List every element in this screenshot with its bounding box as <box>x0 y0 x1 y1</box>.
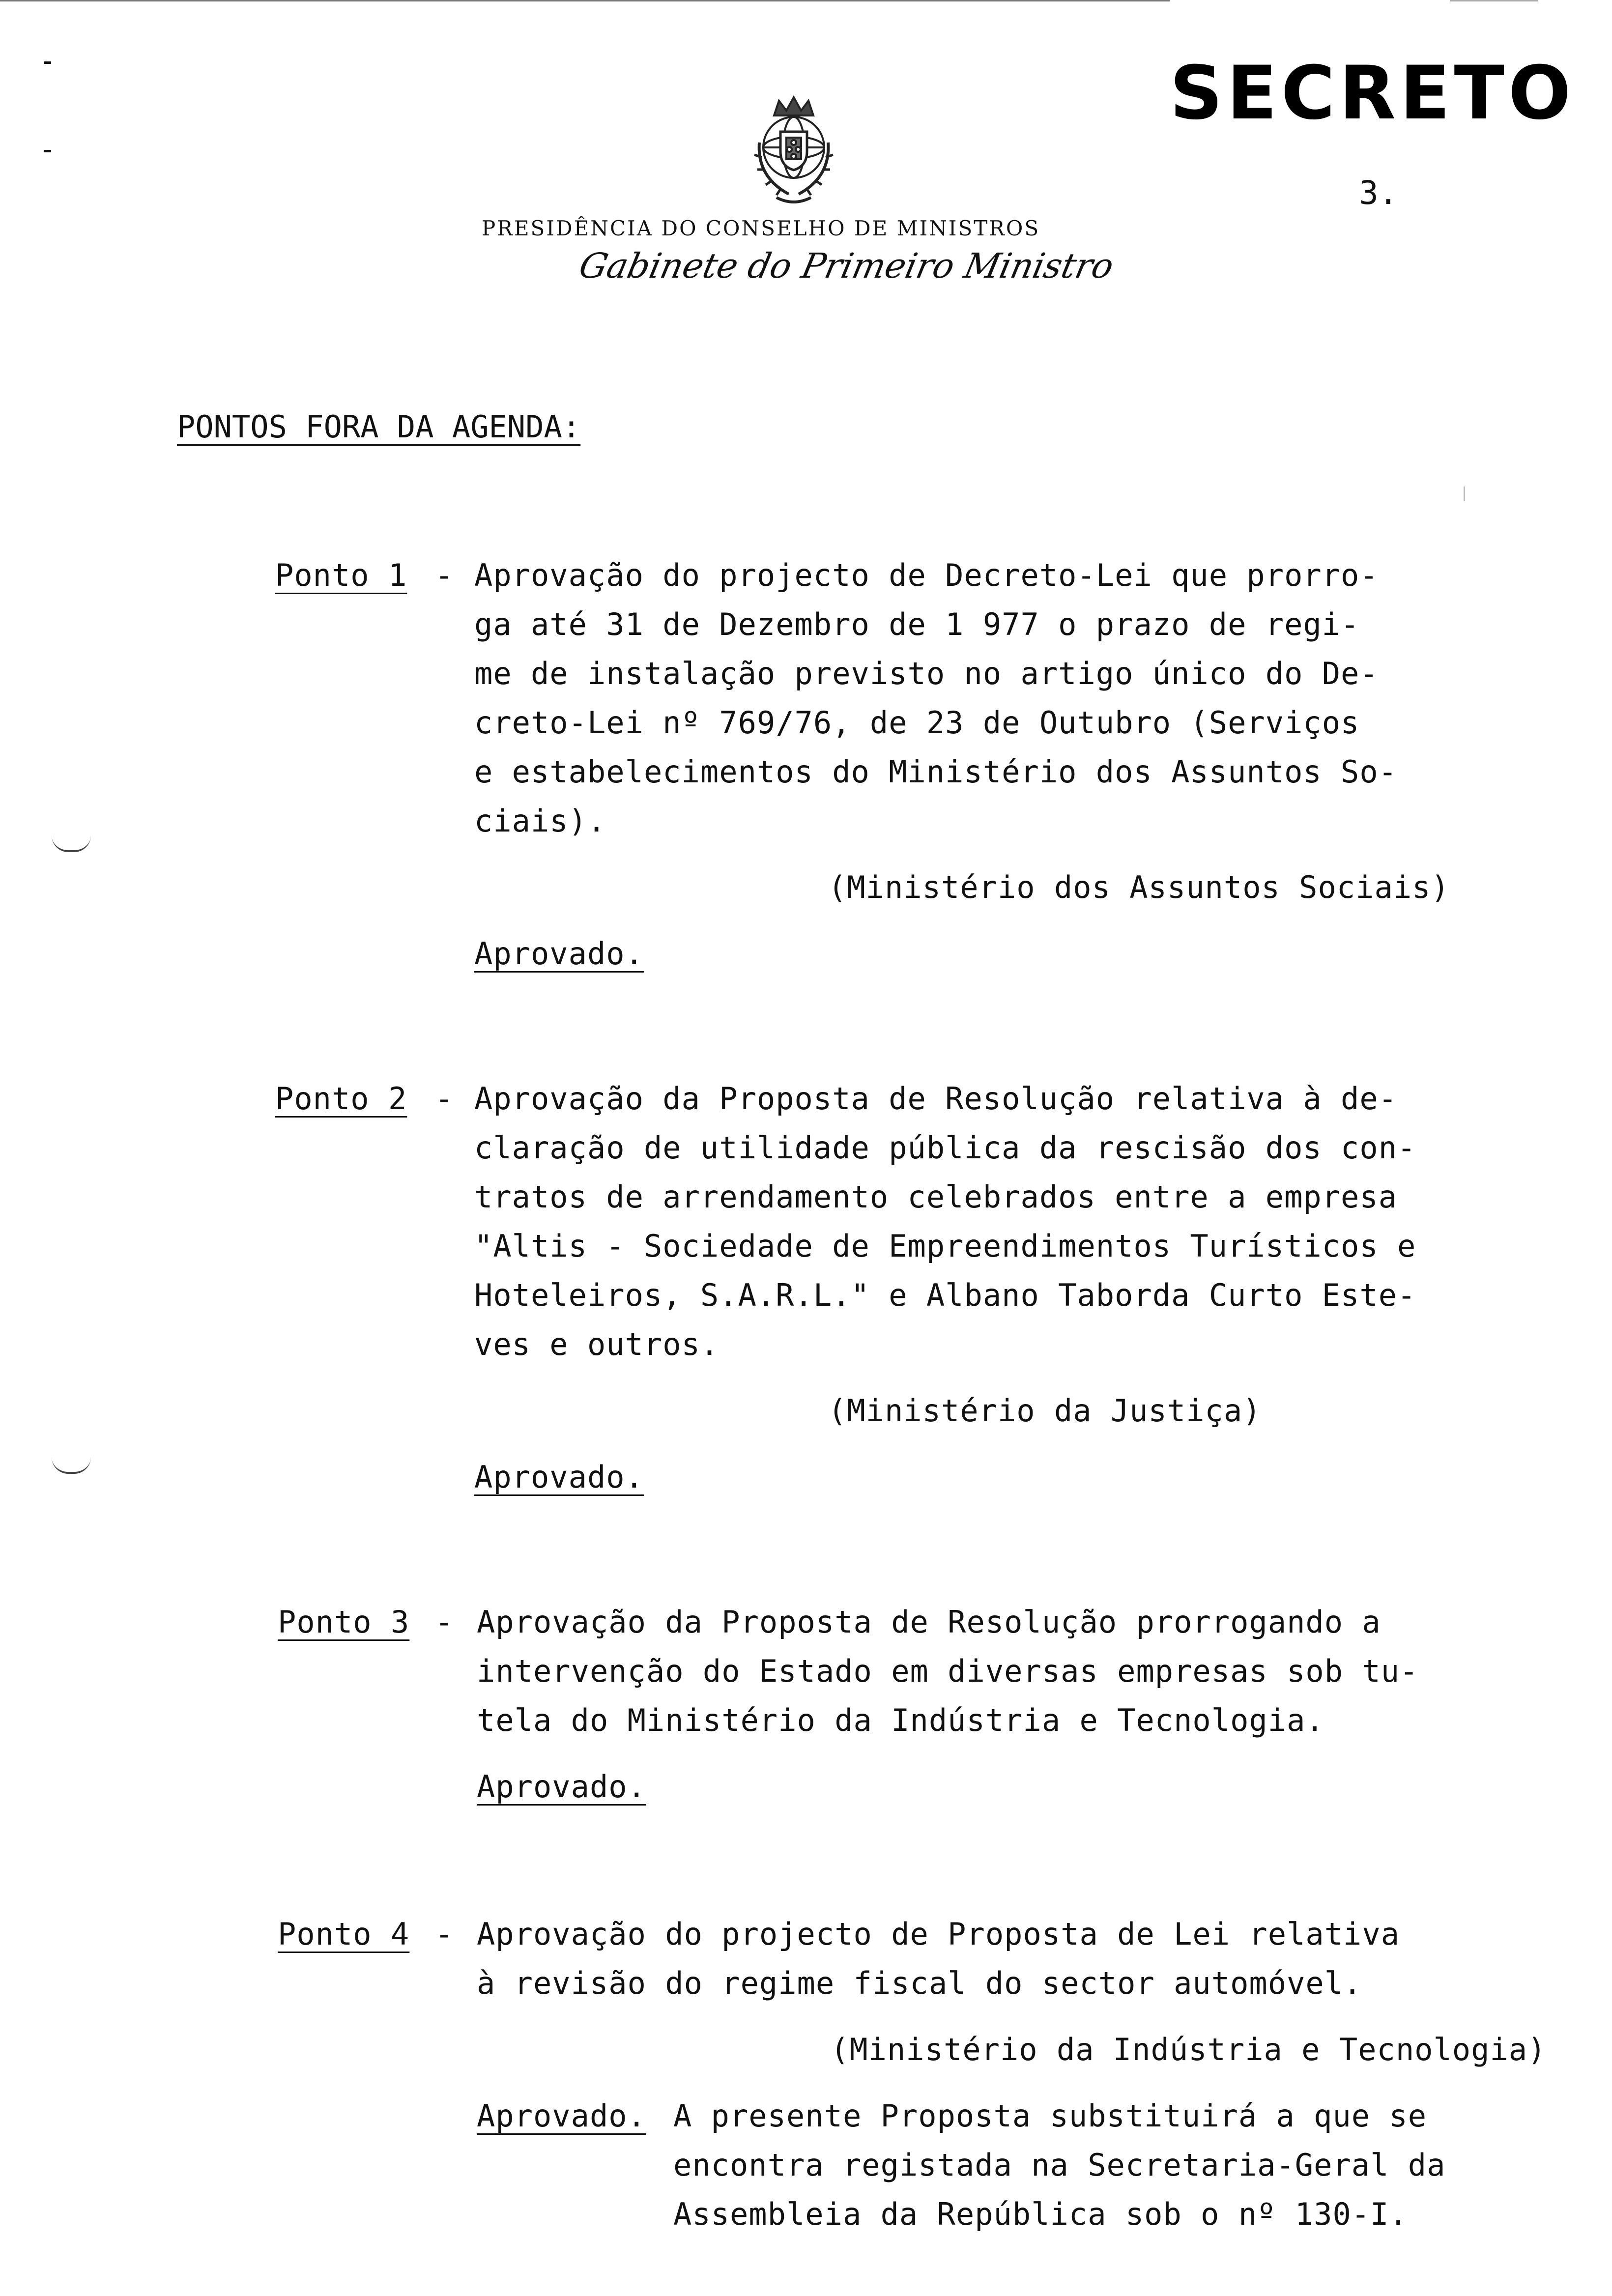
item-label: Ponto 3 <box>278 1604 410 1640</box>
margin-mark <box>44 61 51 64</box>
item-text-line: ciais). <box>474 803 606 839</box>
item-text-line: tratos de arrendamento celebrados entre a empresa <box>474 1179 1398 1215</box>
item-ministry: (Ministério dos Assuntos Sociais) <box>828 869 1450 905</box>
item-label: Ponto 2 <box>275 1081 407 1117</box>
classification-stamp: SECRETO <box>1170 51 1575 136</box>
item-text-line: ga até 31 de Dezembro de 1 977 o prazo de regi- <box>474 606 1360 642</box>
item-ministry: (Ministério da Indústria e Tecnologia) <box>831 2032 1547 2067</box>
item-text-line: à revisão do regime fiscal do sector automóvel. <box>477 1965 1362 2001</box>
scan-artifact-tick <box>1464 487 1465 501</box>
item-decision-note-line: Assembleia da República sob o nº 130-I. <box>673 2196 1408 2232</box>
item-text-line: Aprovação do projecto de Decreto-Lei que prorro- <box>474 557 1379 593</box>
page-number: 3. <box>1359 174 1398 212</box>
item-separator: - <box>435 1916 454 1952</box>
item-label: Ponto 1 <box>275 557 407 593</box>
item-decision: Aprovado. <box>474 1459 644 1495</box>
item-text-line: "Altis - Sociedade de Empreendimentos Turísticos e <box>474 1228 1416 1264</box>
item-text-line: Aprovação do projecto de Proposta de Lei relativa <box>477 1916 1400 1952</box>
item-ministry: (Ministério da Justiça) <box>828 1393 1262 1429</box>
item-separator: - <box>435 557 454 593</box>
margin-mark <box>44 150 51 152</box>
item-decision: Aprovado. <box>474 936 644 972</box>
office-name: Gabinete do Primeiro Ministro <box>576 246 1118 286</box>
item-separator: - <box>435 1604 454 1640</box>
item-text-line: Aprovação da Proposta de Resolução relativa à de- <box>474 1081 1398 1117</box>
item-text-line: intervenção do Estado em diversas empresas sob tu- <box>477 1653 1419 1689</box>
item-decision: Aprovado. <box>477 1769 646 1805</box>
institution-name: PRESIDÊNCIA DO CONSELHO DE MINISTROS <box>482 216 1040 240</box>
top-edge-rule <box>0 0 1170 1</box>
margin-punch-mark <box>52 1457 91 1474</box>
item-text-line: claração de utilidade pública da rescisão dos con- <box>474 1130 1416 1166</box>
top-edge-rule-right <box>1450 0 1538 1</box>
item-text-line: e estabelecimentos do Ministério dos Assuntos So- <box>474 754 1398 790</box>
item-text-line: creto-Lei nº 769/76, de 23 de Outubro (Serviços <box>474 705 1360 741</box>
item-decision-note-line: A presente Proposta substituirá a que se <box>673 2098 1427 2134</box>
item-text-line: Aprovação da Proposta de Resolução prorrogando a <box>477 1604 1381 1640</box>
item-text-line: tela do Ministério da Indústria e Tecnologia. <box>477 1702 1324 1738</box>
section-title: PONTOS FORA DA AGENDA: <box>177 409 581 445</box>
item-text-line: ves e outros. <box>474 1326 720 1362</box>
item-decision-note-line: encontra registada na Secretaria-Geral da <box>673 2147 1446 2183</box>
item-text-line: me de instalação previsto no artigo único do De- <box>474 656 1379 691</box>
item-label: Ponto 4 <box>278 1916 410 1952</box>
item-text-line: Hoteleiros, S.A.R.L." e Albano Taborda Curto Este- <box>474 1277 1416 1313</box>
margin-punch-mark <box>52 835 91 852</box>
item-decision: Aprovado. <box>477 2098 646 2134</box>
portuguese-coat-of-arms-icon <box>732 88 855 211</box>
item-separator: - <box>435 1081 454 1117</box>
